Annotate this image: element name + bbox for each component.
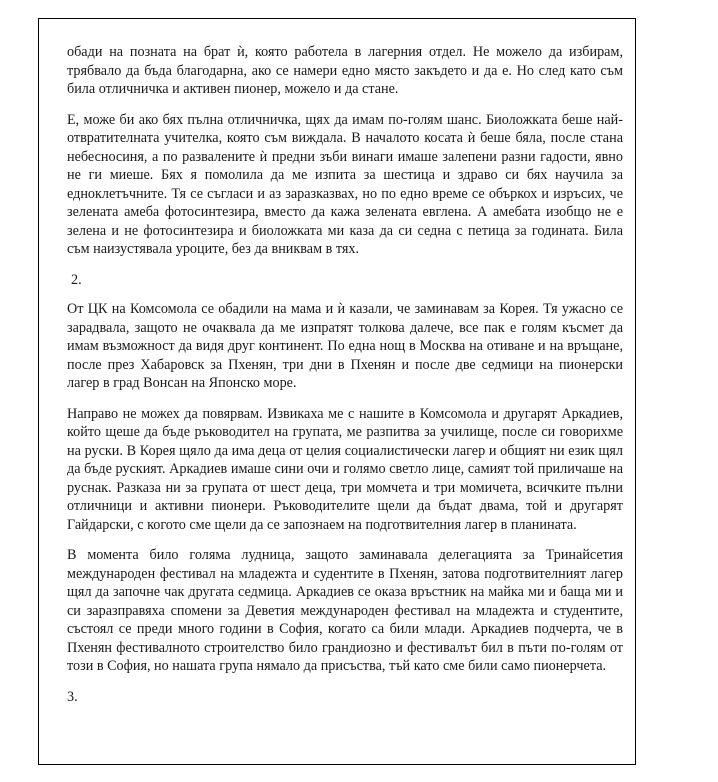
- section-number: 2.: [71, 271, 82, 288]
- paragraph: В момента било голяма лудница, защото заминавала делегацията за Тринайсетия международен фестивал на младежта и судентите в Пхенян, затова подготвителният лагер щял да започне чак другата седмица. Аркадиев се оказа връстник на майка ми и баща ми и си заразправяха спомени за Деветия международен фестивал на младежта и студентите, състоял се преди много години в София, когато са били млади. Аркадиев подчерта, че в Пхенян фестивалното строителство било грандиозно и фестивалът бил в пъти по-голям от този в София, но нашата група нямало да присъства, тъй като сме били само пионерчета.: [67, 547, 623, 674]
- paragraph: Направо не можех да повярвам. Извикаха ме с нашите в Комсомола и другарят Аркадиев, който щеше да бъде ръководител на групата, ме разпитва за училище, после си говорихме на руски. В Корея щяло да има деца от целия социалистически лагер и общият ни език щял да бъде руският. Аркадиев имаше сини очи и голямо светло лице, самият той приличаше на руснак. Разказа ни за групата от шест деца, три момчета и три момичета, всичките пълни отличници и активни пионери. Ръководителите щели да бъдат двама, той и другарят Гайдарски, с когото сме щели да се запознаем на подготвителния лагер в планината.: [67, 405, 623, 533]
- paragraph: Е, може би ако бях пълна отличничка, щях да имам по-голям шанс. Биоложката беше най-отвратителната учителка, която съм виждала. В началото косата ѝ беше бяла, после стана небесносиня, а по развалените ѝ предни зъби винаги имаше залепени разни гадости, явно не ги миеше. Бях я помолила да ме изпита за шестица и здраво си бях научила за едноклетъчните. Тя се съгласи и аз заразказвах, но по едно време се объркох и изръсих, че зелената амеба фотосинтезира, вместо да кажа зелената евглена. А амебата изобщо не е зелена и не фотосинтезира и биоложката ми каза да си седна с петица за годината. Била съм наизустявала уроците, без да вниквам в тях.: [67, 111, 623, 257]
- document-body: [67, 43, 623, 717]
- paragraph: обади на позната на брат ѝ, която работела в лагерния отдел. Не можело да избирам, трябвало да бъда благодарна, ако се намери едно място закъдето и да е. Но след като съм била отличничка и активен пионер, можело и да стане.: [67, 44, 623, 97]
- document-page: [38, 18, 636, 765]
- paragraph: От ЦК на Комсомола се обадили на мама и ѝ казали, че заминавам за Корея. Тя ужасно се зарадвала, защото не очаквала да ме изпратят толкова далече, все пак е голям късмет да имам възможност да видя друг континент. По една нощ в Москва на отиване и на връщане, после през Хабаровск за Пхенян, три дни в Пхенян и после две седмици на пионерски лагер в град Вонсан на Японско море.: [67, 301, 623, 391]
- section-number: 3.: [67, 688, 78, 705]
